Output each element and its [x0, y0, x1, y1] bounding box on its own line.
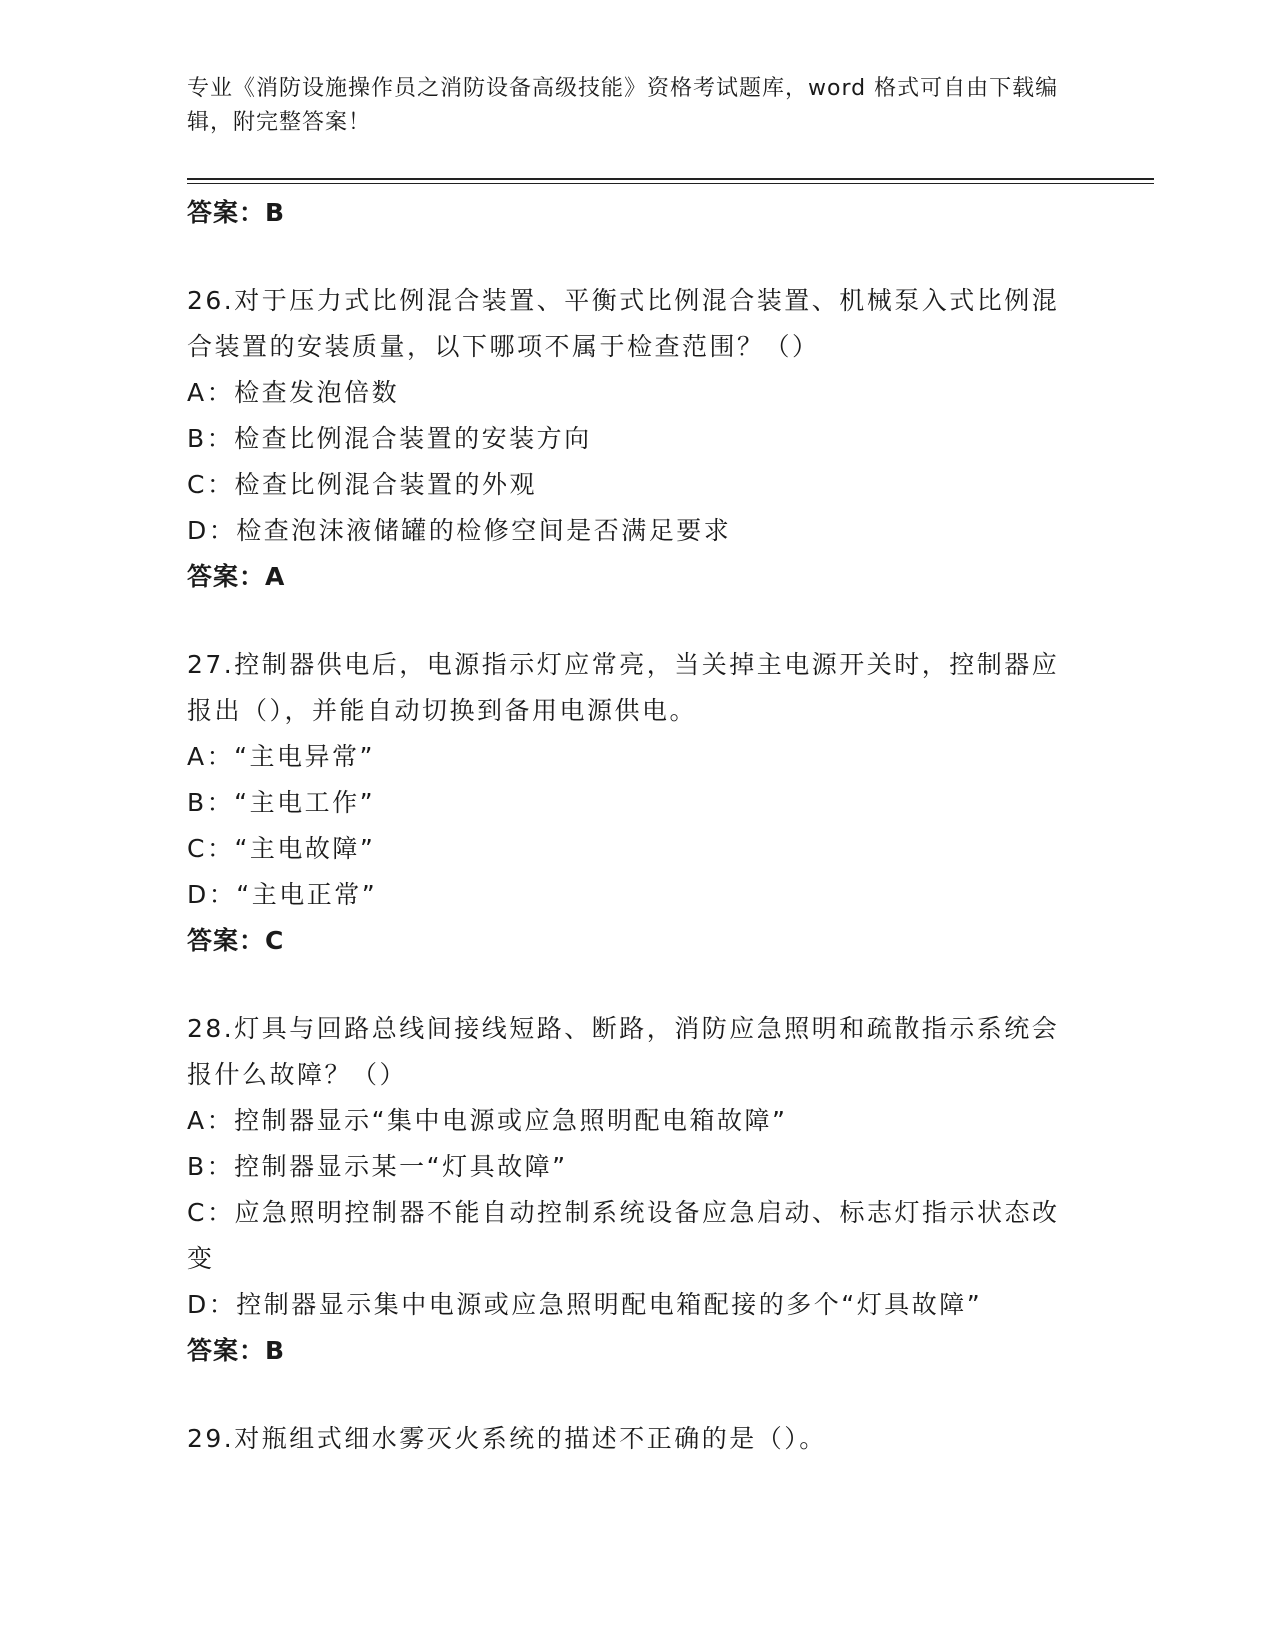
option-a: A：控制器显示“集中电源或应急照明配电箱故障” — [187, 1106, 788, 1135]
option-d: D：“主电正常” — [187, 880, 378, 909]
option-a: A：检查发泡倍数 — [187, 378, 400, 407]
question-text: 29.对瓶组式细水雾灭火系统的描述不正确的是（）。 — [187, 1424, 827, 1453]
question-block — [187, 1416, 1077, 1462]
question-text: 28.灯具与回路总线间接线短路、断路，消防应急照明和疏散指示系统会报什么故障？（） — [187, 1014, 1060, 1089]
option-c: C：应急照明控制器不能自动控制系统设备应急启动、标志灯指示状态改变 — [187, 1198, 1060, 1273]
answer-line: 答案：C — [187, 926, 285, 955]
option-d: D：检查泡沫液储罐的检修空间是否满足要求 — [187, 516, 732, 545]
question-block — [187, 642, 1077, 964]
question-block — [187, 278, 1077, 600]
option-a: A：“主电异常” — [187, 742, 376, 771]
question-text: 26.对于压力式比例混合装置、平衡式比例混合装置、机械泵入式比例混合装置的安装质量，以下哪项不属于检查范围？（） — [187, 286, 1060, 361]
question-list — [187, 190, 1077, 1462]
option-d: D：控制器显示集中电源或应急照明配电箱配接的多个“灯具故障” — [187, 1290, 983, 1319]
answer-line: 答案：A — [187, 562, 286, 591]
header-divider — [187, 178, 1154, 184]
option-c: C：“主电故障” — [187, 834, 376, 863]
option-b: B：“主电工作” — [187, 788, 376, 817]
answer-line: 答案：B — [187, 198, 286, 227]
answer-line: 答案：B — [187, 1336, 286, 1365]
option-c: C：检查比例混合装置的外观 — [187, 470, 537, 499]
option-b: B：检查比例混合装置的安装方向 — [187, 424, 592, 453]
question-block — [187, 1006, 1077, 1374]
option-b: B：控制器显示某一“灯具故障” — [187, 1152, 568, 1181]
question-text: 27.控制器供电后，电源指示灯应常亮，当关掉主电源开关时，控制器应报出（），并能自动切换到备用电源供电。 — [187, 650, 1060, 725]
document-header: 专业《消防设施操作员之消防设备高级技能》资格考试题库，word 格式可自由下载编辑，附完整答案！ — [187, 76, 1059, 135]
